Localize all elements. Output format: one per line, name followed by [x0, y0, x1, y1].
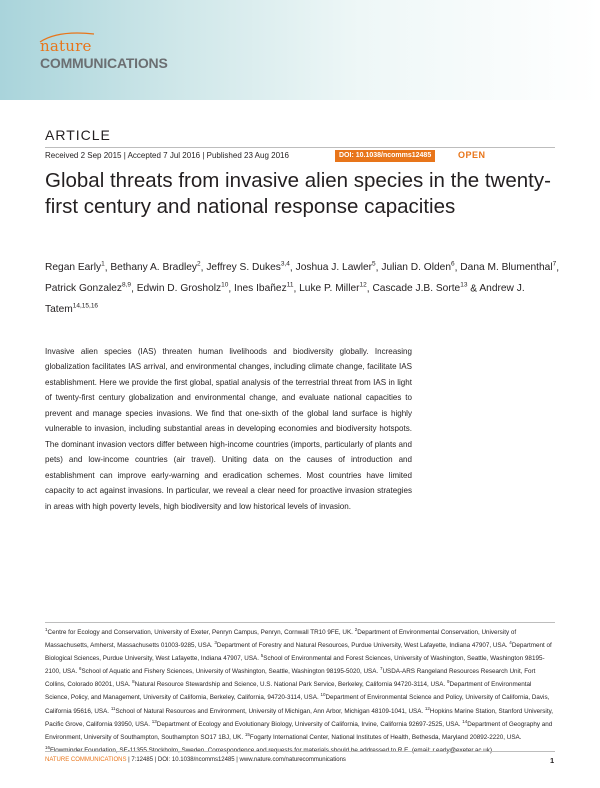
author-name: Cascade J.B. Sorte: [372, 283, 461, 295]
author[interactable]: [45, 262, 105, 273]
published-date: Published 23 Aug 2016: [206, 151, 289, 160]
author-affiliation-mark: 1: [101, 261, 105, 268]
separator: |: [123, 151, 128, 160]
affiliation-text: School of Aquatic and Fishery Sciences, University of Washington, Seattle, Washington 98195-5020, USA.: [81, 668, 379, 676]
affiliation-text: Department of Biological Sciences, Purdue University, West Lafayette, Indiana 47907, USA.: [45, 642, 552, 663]
affiliation-text: Fogarty International Center, National Institutes of Health, Bethesda, Maryland 20892-2220, USA.: [249, 733, 522, 741]
affiliation-text: Department of Geography and Environment, University of Southampton, Southampton SO17 1BJ, UK.: [45, 720, 553, 741]
author-name: Joshua J. Lawler: [295, 262, 373, 274]
publication-dates: [45, 151, 289, 160]
author[interactable]: [110, 262, 200, 273]
accepted-date: Accepted 7 Jul 2016: [127, 151, 201, 160]
affiliation-number: 7: [379, 666, 383, 672]
author[interactable]: [234, 283, 293, 294]
page-number: 1: [550, 756, 555, 765]
affiliation-text: Department of Environmental Science and Policy, University of California, Davis, California 95616, USA.: [45, 694, 550, 715]
author-affiliation-mark: 14,15,16: [72, 302, 99, 310]
affiliation-number: 8: [132, 679, 135, 685]
author[interactable]: [372, 283, 467, 294]
author[interactable]: [460, 262, 556, 273]
author-affiliation-mark: 10: [221, 281, 229, 289]
author-name: Jeffrey S. Dukes: [206, 262, 281, 274]
footer-citation[interactable]: | 7:12485 | DOI: 10.1038/ncomms12485 | www.nature.com/naturecommunications: [126, 757, 346, 763]
divider: [45, 622, 555, 623]
author-affiliation-mark: 3,4: [280, 261, 290, 268]
author-affiliation-mark: 2: [197, 261, 201, 268]
author-affiliation-mark: 7: [552, 261, 557, 268]
affiliation-number: 2: [354, 627, 358, 632]
affiliation-text: Department of Forestry and Natural Resources, Purdue University, West Lafayette, Indiana 47907, USA.: [216, 642, 508, 650]
author-name: Edwin D. Grosholz: [136, 283, 222, 295]
affiliation-number: 6: [78, 666, 82, 672]
author-name: Ines Ibañez: [234, 283, 287, 295]
affiliation-text: School of Environmental and Forest Sciences, University of Washington, Seattle, Washington 98195-2100, USA.: [45, 655, 545, 676]
author-name: Patrick Gonzalez: [45, 283, 123, 295]
author[interactable]: [45, 283, 131, 294]
affiliation-number: 1: [45, 627, 48, 632]
separator: |: [202, 151, 207, 160]
affiliation-number: 11: [110, 705, 116, 711]
affiliation-text: Centre for Ecology and Conservation, University of Exeter, Penryn Campus, Penryn, Cornwall TR10 9FE, UK.: [47, 629, 353, 637]
author[interactable]: [299, 283, 367, 294]
author-affiliation-mark: 12: [359, 281, 367, 289]
author-name: Dana M. Blumenthal: [460, 262, 553, 274]
affiliation-number: 16: [45, 744, 51, 750]
affiliation-number: 13: [151, 718, 157, 724]
author-affiliation-mark: 8,9: [122, 281, 132, 289]
page-footer: [45, 757, 346, 763]
affiliation-text: School of Natural Resources and Environment, University of Michigan, Ann Arbor, Michigan 48109-1041, USA.: [115, 707, 424, 715]
article-title: Global threats from invasive alien species in the twenty-first century and national response capacities: [45, 169, 551, 218]
divider: [45, 147, 555, 148]
author-affiliation-mark: 6: [451, 261, 455, 268]
author[interactable]: [206, 262, 290, 273]
author-name: Bethany A. Bradley: [110, 262, 198, 274]
logo-communications[interactable]: COMMUNICATIONS: [40, 55, 168, 71]
author-list: Regan Early$^1$, Bethany A. Bradley$^2$, Jeffrey S. Dukes$^{3,4}$, Joshua J. Lawler$^5$, Julian D. Olden$^6$, Dana M. Blumenthal$^7$, Patrick Gonzalez$^{8,9}$, Edwin D. Grosholz$^{10}$, Ines Ibañez$^{11}$, Luke P. Miller$^{12}$, Cascade J.B. Sorte$^{13}$ & Andrew J. Tatem$^{14,15,16}$: [45, 261, 560, 316]
author-name: Andrew J. Tatem: [45, 283, 525, 316]
footer-journal: NATURE COMMUNICATIONS: [45, 757, 127, 763]
affiliation-number: 5: [260, 653, 264, 659]
affiliations: [45, 625, 557, 756]
affiliation-number: 15: [244, 731, 250, 737]
author-name: Luke P. Miller: [299, 283, 360, 295]
affiliation-number: 12: [424, 705, 430, 711]
affiliation-text: Hopkins Marine Station, Stanford University, Pacific Grove, California 93950, USA.: [45, 707, 553, 728]
author[interactable]: [381, 262, 454, 273]
open-access-label: OPEN: [458, 150, 486, 160]
author-name: Julian D. Olden: [381, 262, 451, 274]
affiliation-number: 9: [447, 679, 450, 685]
affiliation-number: 4: [509, 640, 512, 646]
logo-nature[interactable]: nature: [40, 37, 92, 55]
author-affiliation-mark: 5: [372, 261, 376, 268]
abstract: Invasive alien species (IAS) threaten human livelihoods and biodiversity globally. Increasing globalization facilitates IAS arrival, and environmental changes, including climate change, facilitate IAS establishment. Here we provide the first global, spatial analysis of the terrestrial threat from IAS in light of twenty-first century globalization and environmental change, and evaluate national capacities to prevent and manage species invasions. We find that one-sixth of the global land surface is highly vulnerable to invasion, including substantial areas in developing economies and biodiversity hotspots. The dominant invasion vectors differ between high-income countries (imports, particularly of plants and pets) and low-income countries (air travel). Uniting data on the causes of introduction and establishment can improve early-warning and eradication schemes. Most countries have limited capacity to act against invasions. In particular, we reveal a clear need for proactive invasion strategies in areas with high poverty levels, high biodiversity and low historical levels of invasion.: [45, 347, 412, 511]
divider: [45, 751, 555, 752]
affiliation-number: 10: [320, 692, 326, 698]
doi-badge[interactable]: DOI: 10.1038/ncomms12485: [335, 150, 435, 162]
received-date: Received 2 Sep 2015: [45, 151, 122, 160]
affiliation-text: Department of Ecology and Evolutionary Biology, University of California, Irvine, California 92697-2525, USA.: [156, 720, 461, 728]
author-name: Regan Early: [45, 262, 102, 274]
affiliation-text: Department of Environmental Science, Policy, and Management, University of California, Berkeley, California, 94720-3114, USA.: [45, 681, 532, 702]
author-affiliation-mark: 13: [460, 281, 468, 289]
author[interactable]: [296, 262, 376, 273]
affiliation-number: 3: [214, 640, 217, 646]
affiliation-text: Department of Environmental Conservation, University of Massachusetts, Amherst, Massachusetts 01003-9285, USA.: [45, 629, 517, 650]
author-affiliation-mark: 11: [286, 281, 294, 289]
article-type: ARTICLE: [45, 127, 111, 143]
author[interactable]: [137, 283, 229, 294]
header-banner: [0, 0, 600, 100]
affiliation-text: USDA-ARS Rangeland Resources Research Unit, Fort Collins, Colorado 80201, USA.: [45, 668, 536, 689]
affiliation-text: Natural Resource Stewardship and Science, U.S. National Park Service, Berkeley, California 94720-3114, USA.: [134, 681, 446, 689]
affiliation-number: 14: [462, 718, 468, 724]
